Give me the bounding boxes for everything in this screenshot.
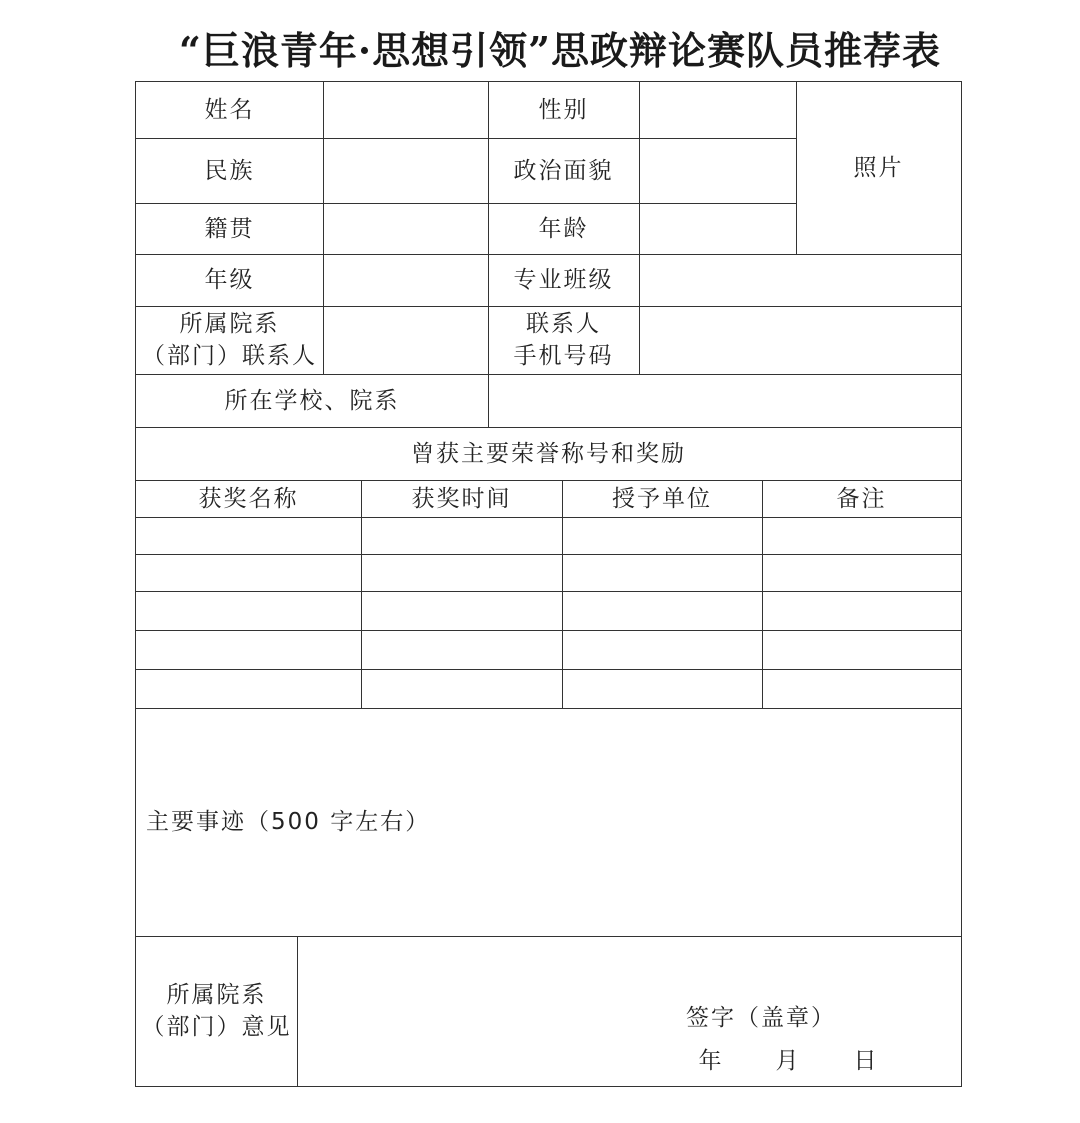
award-row-2[interactable] bbox=[136, 554, 961, 591]
school-dept-label: 所在学校、院系 bbox=[224, 387, 400, 414]
grade-label: 年级 bbox=[204, 267, 255, 293]
honors-header: 曾获主要荣誉称号和奖励 bbox=[411, 440, 686, 467]
award-row-5[interactable] bbox=[136, 669, 961, 708]
award-name-header: 获奖名称 bbox=[198, 485, 299, 512]
form-title: “巨浪青年·思想引领”思政辩论赛队员推荐表 bbox=[179, 28, 941, 73]
signature-label: 签字（盖章） bbox=[686, 1005, 836, 1031]
dept-opinion-label bbox=[136, 936, 297, 1086]
photo-box[interactable]: 照片 bbox=[853, 155, 904, 181]
native-place-field[interactable] bbox=[324, 203, 488, 254]
date-year: 年 bbox=[698, 1048, 724, 1074]
award-time-header: 获奖时间 bbox=[411, 485, 512, 512]
main-deeds-field[interactable] bbox=[436, 708, 961, 936]
main-deeds-label: 主要事迹（500 字左右） bbox=[146, 809, 431, 835]
contact-phone-label-line2: 手机号码 bbox=[513, 343, 614, 369]
political-status-field[interactable] bbox=[640, 138, 796, 203]
award-remarks-header: 备注 bbox=[836, 485, 887, 512]
age-label: 年龄 bbox=[538, 215, 589, 242]
recommendation-form bbox=[135, 81, 962, 1087]
ethnicity-label: 民族 bbox=[204, 157, 255, 184]
dept-contact-label bbox=[136, 306, 323, 374]
dept-contact-field[interactable] bbox=[324, 306, 488, 374]
major-class-label: 专业班级 bbox=[513, 267, 614, 293]
award-row-3[interactable] bbox=[136, 591, 961, 630]
award-row-4[interactable] bbox=[136, 630, 961, 669]
dept-contact-label-line2: （部门）联系人 bbox=[142, 343, 317, 369]
gender-field[interactable] bbox=[640, 82, 796, 138]
name-label: 姓名 bbox=[204, 97, 255, 123]
name-field[interactable] bbox=[324, 82, 488, 138]
contact-phone-label-line1: 联系人 bbox=[526, 311, 601, 337]
ethnicity-field[interactable] bbox=[324, 138, 488, 203]
grade-field[interactable] bbox=[324, 254, 488, 306]
dept-opinion-label-line2: （部门）意见 bbox=[141, 1014, 292, 1040]
native-place-label: 籍贯 bbox=[204, 215, 255, 242]
date-month: 月 bbox=[775, 1048, 801, 1074]
award-issuer-header: 授予单位 bbox=[612, 485, 712, 512]
dept-opinion-label-line1: 所属院系 bbox=[166, 982, 267, 1008]
age-field[interactable] bbox=[640, 203, 796, 254]
dept-contact-label-line1: 所属院系 bbox=[179, 311, 280, 337]
political-status-label: 政治面貌 bbox=[513, 157, 614, 184]
date-day: 日 bbox=[853, 1048, 879, 1074]
contact-phone-field[interactable] bbox=[640, 306, 961, 374]
gender-label: 性别 bbox=[538, 97, 589, 123]
major-class-field[interactable] bbox=[640, 254, 961, 306]
contact-phone-label bbox=[488, 306, 639, 374]
award-row-1[interactable] bbox=[136, 517, 961, 554]
school-dept-field[interactable] bbox=[489, 374, 961, 427]
